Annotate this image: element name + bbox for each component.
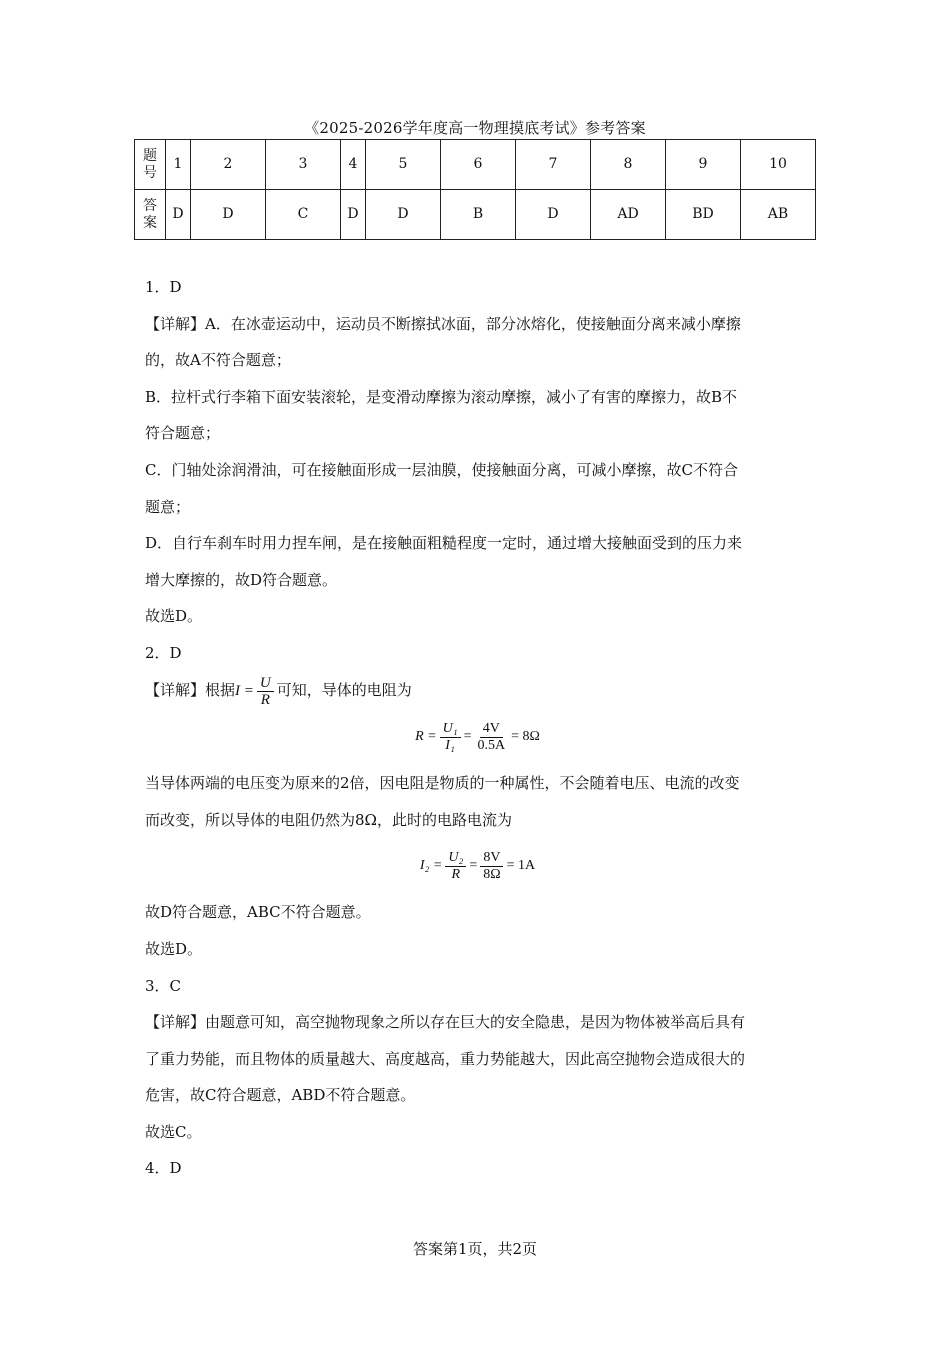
formula-denominator: I₁ [445, 737, 455, 753]
q3-conclusion: 故选C。 [145, 1122, 202, 1141]
q2-intro-suffix: 可知，导体的电阻为 [276, 680, 412, 699]
number-cell: 2 [191, 140, 266, 190]
page-footer: 答案第1页，共2页 [412, 1240, 538, 1258]
formula-lhs: R = [415, 729, 437, 745]
q1-line: 增大摩擦的，故D符合题意。 [145, 570, 338, 589]
number-cell: 4 [341, 140, 366, 190]
answer-cell: AB [741, 190, 816, 240]
formula-numerator: 8V [480, 850, 503, 867]
formula-fraction [480, 850, 503, 883]
row-header-answer: 答 案 [135, 190, 166, 240]
q2-intro-prefix: 【详解】根据 [145, 680, 236, 699]
number-cell: 6 [441, 140, 516, 190]
formula-equals: = [463, 729, 472, 745]
formula-fraction [474, 721, 508, 754]
formula-denominator: 0.5A [477, 737, 506, 753]
q2-conclusion: 故选D。 [145, 939, 203, 958]
q1-line: 的，故A不符合题意； [145, 351, 291, 370]
formula-fraction [445, 850, 466, 883]
q3-line: 了重力势能，而且物体的质量越大、高度越高，重力势能越大，因此高空抛物会造成很大的 [145, 1049, 746, 1068]
number-cell: 7 [516, 140, 591, 190]
formula-numerator: 4V [480, 721, 503, 738]
answer-cell: D [191, 190, 266, 240]
table-row-numbers [135, 140, 816, 190]
q1-line: 【详解】A．在冰壶运动中，运动员不断擦拭冰面，部分冰熔化，使接触面分离来减小摩擦 [145, 314, 741, 333]
q2-line: 当导体两端的电压变为原来的2倍，因电阻是物质的一种属性，不会随着电压、电流的改变 [145, 774, 740, 793]
formula-denominator: R [260, 691, 270, 708]
q3-line: 危害，故C符合题意，ABD不符合题意。 [145, 1086, 416, 1105]
row-header-number: 题 号 [135, 140, 166, 190]
formula-lhs: I = [235, 682, 254, 699]
answer-cell: D [516, 190, 591, 240]
answer-cell: AD [591, 190, 666, 240]
page-title: 《2025-2026学年度高一物理摸底考试》参考答案 [304, 119, 646, 137]
q2-heading: 2．D [145, 643, 182, 662]
q3-line: 【详解】由题意可知，高空抛物现象之所以存在巨大的安全隐患，是因为物体被举高后具有 [145, 1013, 746, 1032]
formula-fraction [257, 675, 274, 708]
formula-numerator: U [257, 675, 274, 692]
formula-result: = 1A [506, 858, 536, 874]
answer-cell: C [266, 190, 341, 240]
formula-fraction [440, 721, 461, 754]
formula-equals: = [469, 858, 478, 874]
q2-line: 而改变，所以导体的电阻仍然为8Ω，此时的电路电流为 [145, 810, 512, 829]
solutions-body [145, 269, 810, 1187]
answer-cell: D [166, 190, 191, 240]
answer-table [134, 139, 816, 240]
formula-numerator: U₂ [445, 850, 466, 867]
q1-line: B．拉杆式行李箱下面安装滚轮，是变滑动摩擦为滚动摩擦，减小了有害的摩擦力，故B不 [145, 387, 738, 406]
number-cell: 1 [166, 140, 191, 190]
table-row-answers [135, 190, 816, 240]
number-cell: 5 [366, 140, 441, 190]
answer-cell: D [366, 190, 441, 240]
answer-cell: BD [666, 190, 741, 240]
ohms-law-formula [235, 674, 277, 708]
q4-heading: 4．D [145, 1159, 182, 1178]
current-formula [145, 838, 810, 894]
q1-line: 题意； [145, 497, 191, 516]
resistance-formula [145, 709, 810, 765]
q1-heading: 1．D [145, 278, 182, 296]
q3-heading: 3．C [145, 976, 182, 995]
q2-line: 故D符合题意，ABC不符合题意。 [145, 903, 371, 922]
formula-result: = 8Ω [511, 729, 540, 745]
number-cell: 10 [741, 140, 816, 190]
q1-line: C．门轴处涂润滑油，可在接触面形成一层油膜，使接触面分离，可减小摩擦，故C不符合 [145, 460, 738, 479]
number-cell: 8 [591, 140, 666, 190]
answer-cell: B [441, 190, 516, 240]
number-cell: 9 [666, 140, 741, 190]
q1-conclusion: 故选D。 [145, 607, 203, 626]
q1-line: 符合题意； [145, 424, 221, 443]
q1-line: D．自行车刹车时用力捏车闸，是在接触面粗糙程度一定时，通过增大接触面受到的压力来 [145, 534, 743, 553]
formula-lhs: I₂ = [419, 858, 443, 874]
formula-denominator: 8Ω [483, 866, 501, 882]
formula-denominator: R [451, 866, 461, 882]
answer-cell: D [341, 190, 366, 240]
number-cell: 3 [266, 140, 341, 190]
q2-intro [145, 672, 810, 710]
formula-numerator: U₁ [440, 721, 461, 738]
